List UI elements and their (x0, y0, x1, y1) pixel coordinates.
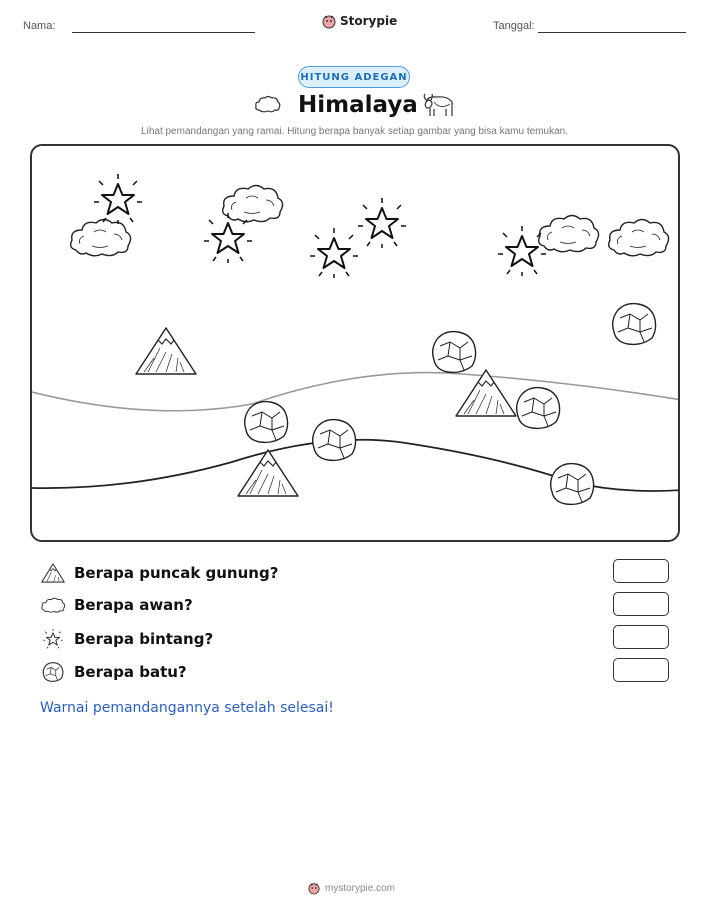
mountain (136, 328, 196, 374)
question-text: Berapa batu? (74, 663, 187, 681)
cloud-icon (40, 595, 66, 615)
date-line[interactable] (538, 32, 686, 33)
cloud (223, 186, 283, 222)
site-footer (308, 881, 395, 895)
mascot-icon (322, 13, 336, 29)
site-url[interactable]: mystorypie.com (325, 882, 396, 894)
brand-logo (322, 13, 397, 29)
yak-icon (422, 90, 456, 120)
title-cloud-icon (254, 94, 282, 114)
scene-panel (30, 144, 680, 542)
question-text: Berapa bintang? (74, 630, 214, 648)
name-line[interactable] (72, 32, 255, 33)
star (498, 226, 546, 276)
coloring-note: Warnai pemandangannya setelah selesai! (40, 700, 334, 716)
answer-box-mountain[interactable] (613, 559, 669, 583)
rock (613, 304, 656, 345)
activity-badge: HITUNG ADEGAN (298, 66, 410, 88)
answer-box-cloud[interactable] (613, 592, 669, 616)
cloud (539, 216, 599, 252)
name-label: Nama: (23, 20, 56, 32)
rock (433, 332, 476, 373)
cloud (71, 220, 131, 256)
cloud (609, 220, 669, 256)
question-text: Berapa awan? (74, 596, 193, 614)
question-star (40, 628, 213, 650)
instructions: Lihat pemandangan yang ramai. Hitung berapa banyak setiap gambar yang bisa kamu temukan. (141, 126, 568, 137)
question-cloud (40, 595, 193, 615)
answer-box-rock[interactable] (613, 658, 669, 682)
mountain-icon (40, 562, 66, 584)
mascot-icon (308, 881, 320, 895)
rock (551, 464, 594, 505)
answer-box-star[interactable] (613, 625, 669, 649)
scene-illustration (32, 146, 680, 542)
question-text: Berapa puncak gunung? (74, 564, 279, 582)
star-icon (40, 628, 66, 650)
rock-icon (40, 661, 66, 683)
rock (245, 402, 288, 443)
star (94, 174, 142, 224)
star (310, 228, 358, 278)
rock (313, 420, 356, 461)
brand-name: Storypie (340, 14, 398, 28)
question-rock (40, 661, 187, 683)
question-mountain (40, 562, 278, 584)
worksheet-title: Himalaya (298, 92, 418, 118)
rock (517, 388, 560, 429)
date-label: Tanggal: (493, 20, 535, 32)
star (358, 198, 406, 248)
